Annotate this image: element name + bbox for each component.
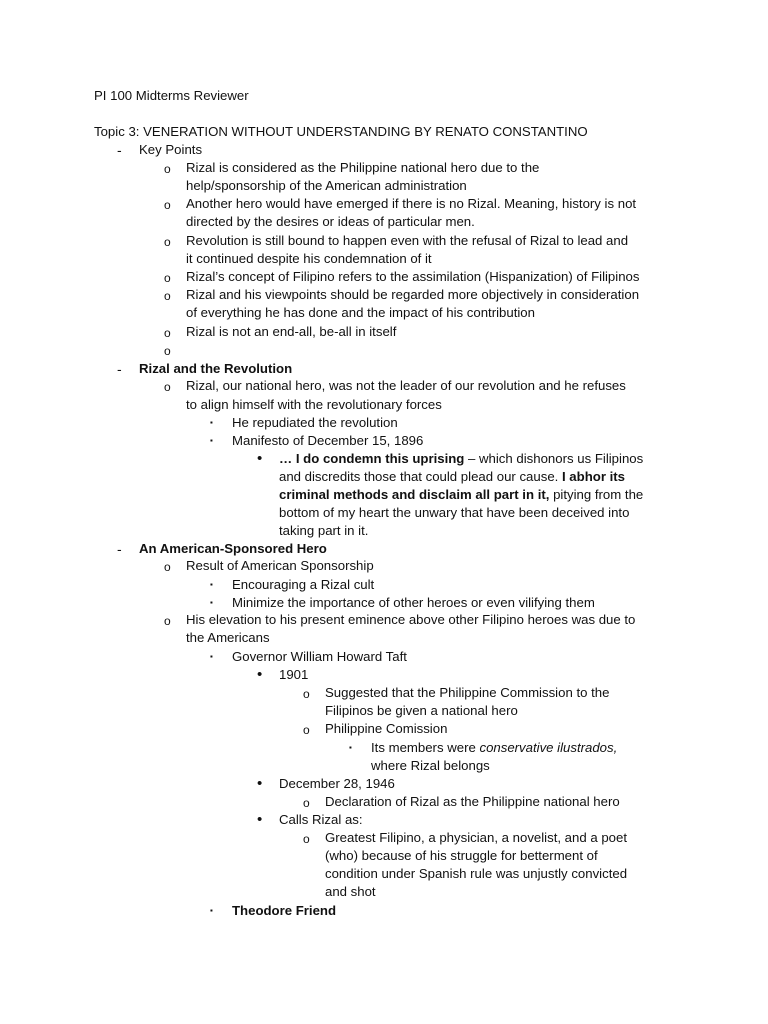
quote-line-4: bottom of my heart the unwary that have been deceived into (279, 505, 630, 520)
greatest-line-4: and shot (325, 884, 376, 899)
year-1901-item: 1901 (279, 667, 309, 682)
commission-item: Philippine Comission (325, 721, 448, 736)
suggested-line-2: Filipinos be given a national hero (325, 703, 518, 718)
dash-marker: - (117, 142, 122, 158)
key-point-5-line-2: of everything he has done and the impact of his contribution (186, 305, 535, 320)
circle-marker: o (164, 560, 171, 574)
key-points-heading: Key Points (139, 142, 203, 157)
elevation-line-2: the Americans (186, 630, 270, 645)
declaration-item: Declaration of Rizal as the Philippine national hero (325, 794, 620, 809)
key-point-2-line-1: Another hero would have emerged if there is no Rizal. Meaning, history is not (186, 196, 637, 211)
quote-line-2: and discredits those that could plead our cause. I abhor its (279, 469, 625, 484)
circle-marker: o (303, 796, 310, 810)
theodore-friend-item: Theodore Friend (232, 903, 337, 918)
manifesto-item: Manifesto of December 15, 1896 (232, 433, 424, 448)
key-point-3-line-1: Revolution is still bound to happen even with the refusal of Rizal to lead and (186, 233, 629, 248)
circle-marker: o (303, 832, 310, 846)
circle-marker: o (303, 723, 310, 737)
greatest-line-1: Greatest Filipino, a physician, a novelist, and a poet (325, 830, 628, 845)
dash-marker: - (117, 541, 122, 557)
bullet-marker: • (257, 811, 263, 828)
square-marker: ▪ (210, 436, 213, 445)
taft-item: Governor William Howard Taft (232, 649, 407, 664)
revolution-point-line-2: to align himself with the revolutionary forces (186, 397, 442, 412)
circle-marker: o (164, 235, 171, 249)
revolution-heading: Rizal and the Revolution (139, 361, 293, 376)
key-point-2-line-2: directed by the desires or ideas of particular men. (186, 214, 475, 229)
bullet-marker: • (257, 666, 263, 683)
dash-marker: - (117, 361, 122, 377)
key-point-5-line-1: Rizal and his viewpoints should be regarded more objectively in consideration (186, 287, 640, 302)
key-point-6: Rizal is not an end-all, be-all in itself (186, 324, 397, 339)
key-point-1-line-2: help/sponsorship of the American administration (186, 178, 467, 193)
circle-marker: o (164, 326, 171, 340)
dec-1946-item: December 28, 1946 (279, 776, 395, 791)
square-marker: ▪ (349, 743, 352, 752)
elevation-line-1: His elevation to his present eminence above other Filipino heroes was due to (186, 612, 636, 627)
members-line-2: where Rizal belongs (371, 758, 490, 773)
bullet-marker: • (257, 450, 263, 467)
key-point-1-line-1: Rizal is considered as the Philippine national hero due to the (186, 160, 540, 175)
quote-line-3: criminal methods and disclaim all part in it, pitying from the (279, 487, 644, 502)
circle-marker: o (164, 614, 171, 628)
circle-marker: o (164, 162, 171, 176)
key-point-3-line-2: it continued despite his condemnation of it (186, 251, 432, 266)
bullet-marker: • (257, 775, 263, 792)
minimize-item: Minimize the importance of other heroes or even vilifying them (232, 595, 595, 610)
square-marker: ▪ (210, 652, 213, 661)
document-title: PI 100 Midterms Reviewer (94, 88, 249, 103)
key-point-4: Rizal’s concept of Filipino refers to the assimilation (Hispanization) of Filipinos (186, 269, 640, 284)
repudiated-item: He repudiated the revolution (232, 415, 398, 430)
rizal-cult-item: Encouraging a Rizal cult (232, 577, 375, 592)
greatest-line-2: (who) because of his struggle for betterment of (325, 848, 598, 863)
circle-marker: o (164, 380, 171, 394)
circle-marker: o (164, 289, 171, 303)
square-marker: ▪ (210, 906, 213, 915)
topic-heading: Topic 3: VENERATION WITHOUT UNDERSTANDING BY RENATO CONSTANTINO (94, 124, 588, 139)
square-marker: ▪ (210, 418, 213, 427)
empty-circle-marker: o (164, 344, 171, 358)
circle-marker: o (303, 687, 310, 701)
revolution-point-line-1: Rizal, our national hero, was not the leader of our revolution and he refuses (186, 378, 626, 393)
result-item: Result of American Sponsorship (186, 558, 374, 573)
circle-marker: o (164, 271, 171, 285)
calls-item: Calls Rizal as: (279, 812, 363, 827)
circle-marker: o (164, 198, 171, 212)
american-heading: An American-Sponsored Hero (139, 541, 327, 556)
square-marker: ▪ (210, 580, 213, 589)
greatest-line-3: condition under Spanish rule was unjustly convicted (325, 866, 628, 881)
quote-line-1: … I do condemn this uprising – which dishonors us Filipinos (279, 451, 644, 466)
quote-line-5: taking part in it. (279, 523, 369, 538)
suggested-line-1: Suggested that the Philippine Commission to the (325, 685, 610, 700)
square-marker: ▪ (210, 598, 213, 607)
members-line-1: Its members were conservative ilustrados, (371, 740, 618, 755)
